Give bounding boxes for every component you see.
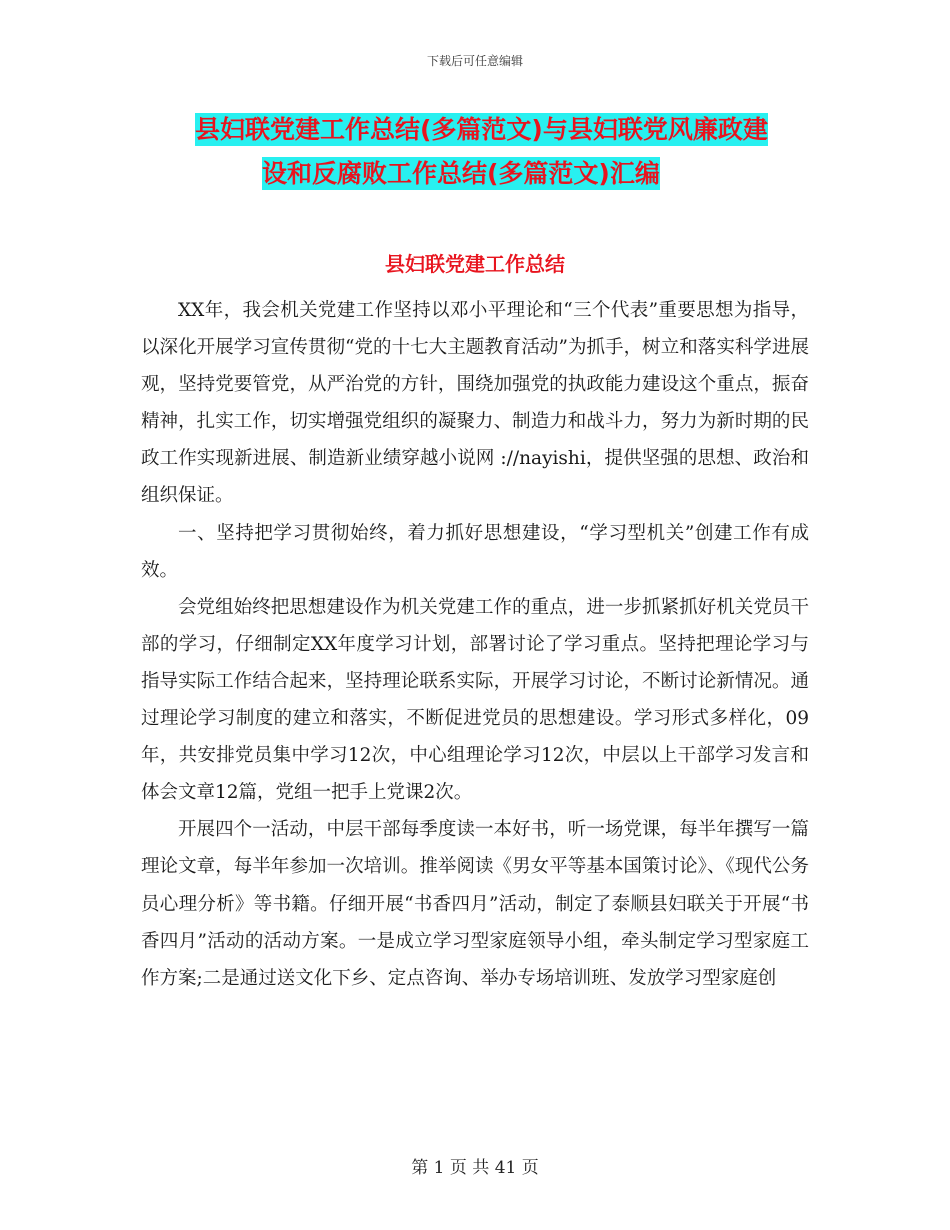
paragraph: 一、坚持把学习贯彻始终，着力抓好思想建设，“学习型机关”创建工作有成效。 bbox=[141, 522, 809, 581]
paragraph: 开展四个一活动，中层干部每季度读一本好书，听一场党课，每半年撰写一篇理论文章，每半年参加一次培训。推举阅读《男女平等基本国策讨论》、《现代公务员心理分析》等书籍。仔细开展“书香四月”活动，制定了泰顺县妇联关于开展“书香四月”活动的活动方案。一是成立学习型家庭领导小组，牵头制定学习型家庭工作方案;二是通过送文化下乡、定点咨询、举办专场培训班、发放学习型家庭创 bbox=[141, 819, 809, 989]
page-footer: 第 1 页 共 41 页 bbox=[411, 1158, 539, 1178]
paragraph: XX年，我会机关党建工作坚持以邓小平理论和“三个代表”重要思想为指导，以深化开展学习宣传贯彻“党的十七大主题教育活动”为抓手，树立和落实科学进展观，坚持党要管党，从严治党的方针，围绕加强党的执政能力建设这个重点，振奋精神，扎实工作，切实增强党组织的凝聚力、制造力和战斗力，努力为新时期的民政工作实现新进展、制造新业绩穿越小说网 ://nayishi，提供坚强的思想、政治和组织保证。 bbox=[141, 300, 809, 507]
body-text bbox=[141, 292, 809, 997]
header-note: 下载后可任意编辑 bbox=[426, 54, 523, 68]
title-line-2: 设和反腐败工作总结(多篇范文)汇编 bbox=[262, 159, 660, 188]
title-line-1: 县妇联党建工作总结(多篇范文)与县妇联党风廉政建 bbox=[195, 115, 768, 144]
document-title bbox=[120, 108, 830, 196]
section-title: 县妇联党建工作总结 bbox=[385, 252, 565, 276]
paragraph: 会党组始终把思想建设作为机关党建工作的重点，进一步抓紧抓好机关党员干部的学习，仔细制定XX年度学习计划，部署讨论了学习重点。坚持把理论学习与指导实际工作结合起来，坚持理论联系实际，开展学习讨论，不断讨论新情况。通过理论学习制度的建立和落实，不断促进党员的思想建设。学习形式多样化，09年，共安排党员集中学习12次，中心组理论学习12次，中层以上干部学习发言和体会文章12篇，党组一把手上党课2次。 bbox=[141, 596, 809, 804]
